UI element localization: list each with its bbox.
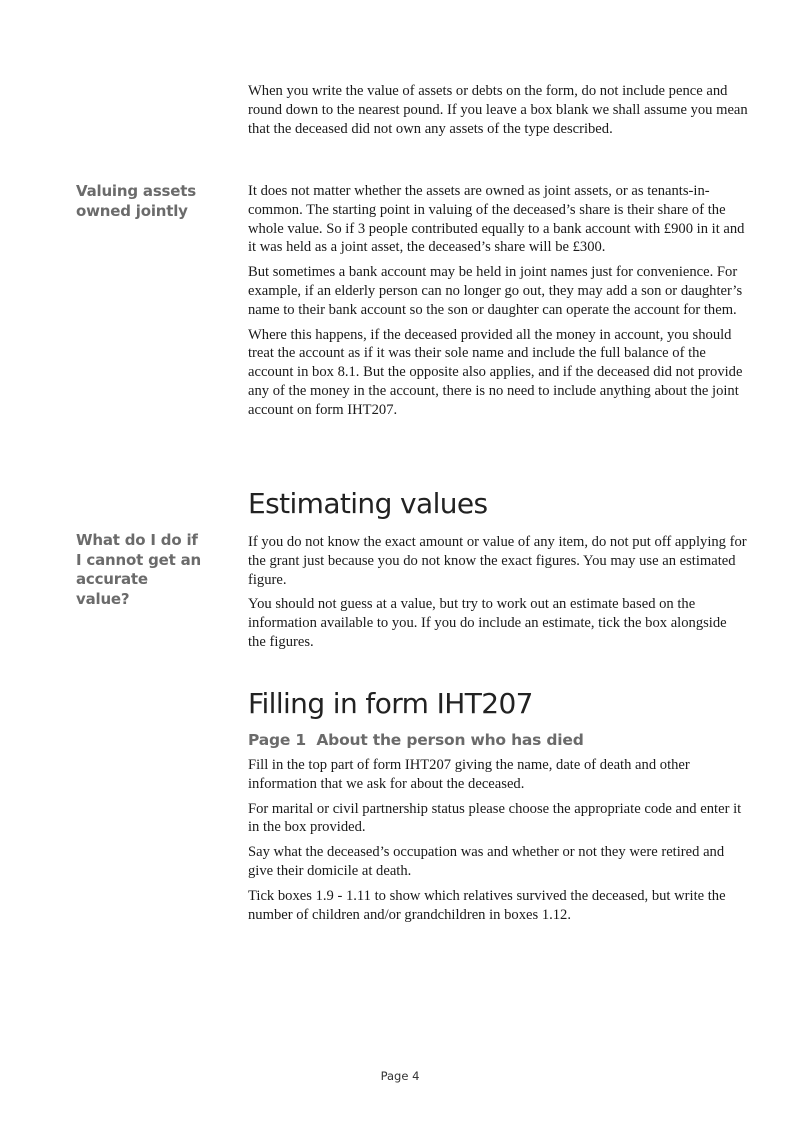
intro-paragraph: When you write the value of assets or debts on the form, do not include pence and round down to the nearest pound. If you leave a box blank we shall assume you mean that the deceased did not own any assets of the type described. <box>248 83 748 137</box>
filling-paragraph-3: Say what the deceased’s occupation was and whether or not they were retired and give their domicile at death. <box>248 844 725 879</box>
joint-assets-paragraph-1: It does not matter whether the assets are owned as joint assets, or as tenants-in-common. The starting point in valuing of the deceased’s share is their share of the whole value. So if 3 people contributed equally to a bank account with £900 in it and it was held as a joint asset, the deceased’s share will be £300. <box>248 183 745 256</box>
filling-section <box>248 756 748 924</box>
page-number: Page 4 <box>380 1069 420 1083</box>
estimating-paragraph-2: You should not guess at a value, but try to work out an estimate based on the information available to you. If you do include an estimate, tick the box alongside the figures. <box>248 596 727 650</box>
estimating-section <box>248 533 748 652</box>
subheading-page-1: Page 1 About the person who has died <box>248 731 584 749</box>
side-heading-accurate-value: What do I do if I cannot get an accurate value? <box>76 531 201 608</box>
filling-paragraph-2: For marital or civil partnership status please choose the appropriate code and enter it in the box provided. <box>248 800 742 836</box>
filling-paragraph-4: Tick boxes 1.9 - 1.11 to show which relatives survived the deceased, but write the number of children and/or grandchildren in boxes 1.12. <box>248 887 726 923</box>
joint-assets-paragraph-2: But sometimes a bank account may be held in joint names just for convenience. For example, if an elderly person can no longer go out, they may add a son or daughter’s name to their bank account so the son or daughter can operate the account for them. <box>248 264 743 318</box>
heading-filling-in-form: Filling in form IHT207 <box>248 687 533 720</box>
side-heading-joint-assets: Valuing assets owned jointly <box>76 182 196 220</box>
heading-estimating-values: Estimating values <box>248 487 488 520</box>
filling-paragraph-1: Fill in the top part of form IHT207 giving the name, date of death and other information that we ask for about the deceased. <box>248 757 690 792</box>
joint-assets-paragraph-3: Where this happens, if the deceased provided all the money in account, you should treat the account as if it was their sole name and include the full balance of the account in box 8.1. But the opposite also applies, and if the deceased did not provide any of the money in the account, there is no need to include anything about the joint account on form IHT207. <box>248 326 743 418</box>
joint-assets-section <box>248 182 748 420</box>
intro-section <box>248 82 748 138</box>
estimating-paragraph-1: If you do not know the exact amount or value of any item, do not put off applying for the grant just because you do not know the exact figures. You may use an estimated figure. <box>248 534 747 588</box>
